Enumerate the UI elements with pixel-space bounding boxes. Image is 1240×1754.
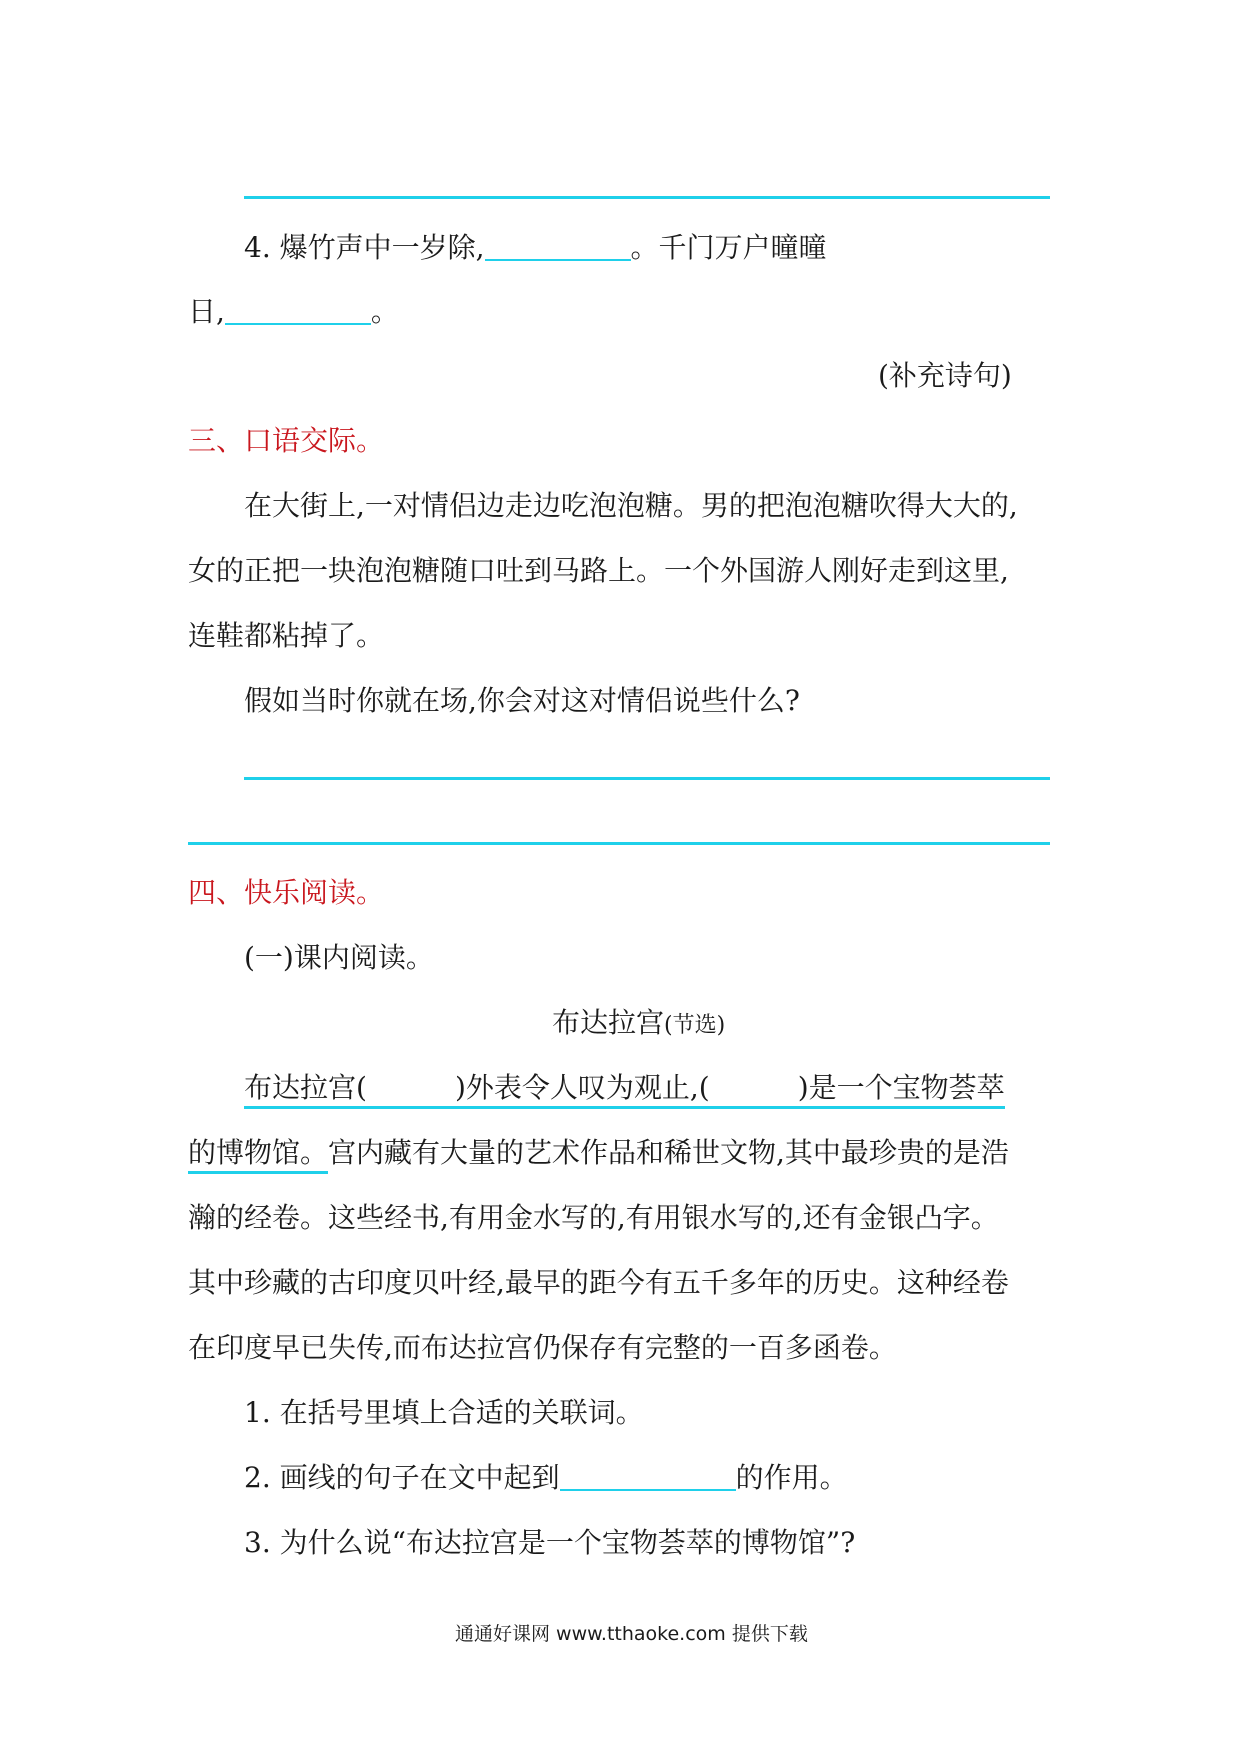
passage-title-note: (节选) [664, 1013, 726, 1038]
section4-heading: 四、快乐阅读。 [188, 876, 385, 909]
passage-title: 布达拉宫 [552, 1006, 665, 1039]
passage-p2-b: 宫内藏有大量的艺术作品和稀世文物,其中最珍贵的是浩 [328, 1136, 1009, 1169]
section3-answer-line-2[interactable] [188, 842, 1050, 845]
passage-line1 [244, 1068, 1005, 1108]
section3-question: 假如当时你就在场,你会对这对情侣说些什么? [244, 684, 800, 717]
q4-blank-2[interactable] [225, 293, 371, 325]
section3-para-line3: 连鞋都粘掉了。 [188, 619, 385, 652]
passage-line3: 瀚的经卷。这些经书,有用金水写的,有用银水写的,还有金银凸字。 [188, 1201, 999, 1234]
q4-blank-1[interactable] [485, 229, 631, 261]
passage-p1-a: 布达拉宫( [244, 1071, 367, 1104]
q4-part3: 日, [188, 295, 225, 328]
section3-para-line1: 在大街上,一对情侣边走边吃泡泡糖。男的把泡泡糖吹得大大的, [244, 489, 1018, 522]
underlined-sentence-part2: 的博物馆。 [188, 1136, 328, 1174]
passage-line2 [188, 1133, 1009, 1173]
section3-para-line2: 女的正把一块泡泡糖随口吐到马路上。一个外国游人刚好走到这里, [188, 554, 1009, 587]
question-2 [244, 1458, 848, 1498]
q4-part1: 4. 爆竹声中一岁除, [244, 231, 485, 264]
question-2-a: 2. 画线的句子在文中起到 [244, 1461, 560, 1494]
q4-line2 [188, 292, 399, 332]
question-1: 1. 在括号里填上合适的关联词。 [244, 1396, 644, 1429]
passage-line5: 在印度早已失传,而布达拉宫仍保存有完整的一百多函卷。 [188, 1331, 897, 1364]
question-3: 3. 为什么说“布达拉宫是一个宝物荟萃的博物馆”? [244, 1526, 856, 1559]
passage-line4: 其中珍藏的古印度贝叶经,最早的距今有五千多年的历史。这种经卷 [188, 1266, 1009, 1299]
section4-subheading: (一)课内阅读。 [244, 941, 434, 974]
q4-part2: 。千门万户曈曈 [630, 231, 827, 264]
q4-note: (补充诗句) [878, 359, 1012, 392]
question-2-b: 的作用。 [735, 1461, 848, 1494]
passage-p1-c: )是一个宝物荟萃 [797, 1071, 1005, 1104]
answer-line-top[interactable] [244, 196, 1050, 199]
passage-p1-b: )外表令人叹为观止,( [454, 1071, 710, 1104]
section3-heading: 三、口语交际。 [188, 424, 385, 457]
passage-title-row [552, 1003, 725, 1046]
q4-line1 [244, 228, 827, 268]
section3-answer-line-1[interactable] [244, 777, 1050, 780]
underlined-sentence-part1 [244, 1071, 1005, 1109]
q4-part4: 。 [370, 295, 399, 328]
question-2-blank[interactable] [560, 1459, 736, 1491]
footer-text: 通通好课网 www.tthaoke.com 提供下载 [455, 1623, 808, 1645]
